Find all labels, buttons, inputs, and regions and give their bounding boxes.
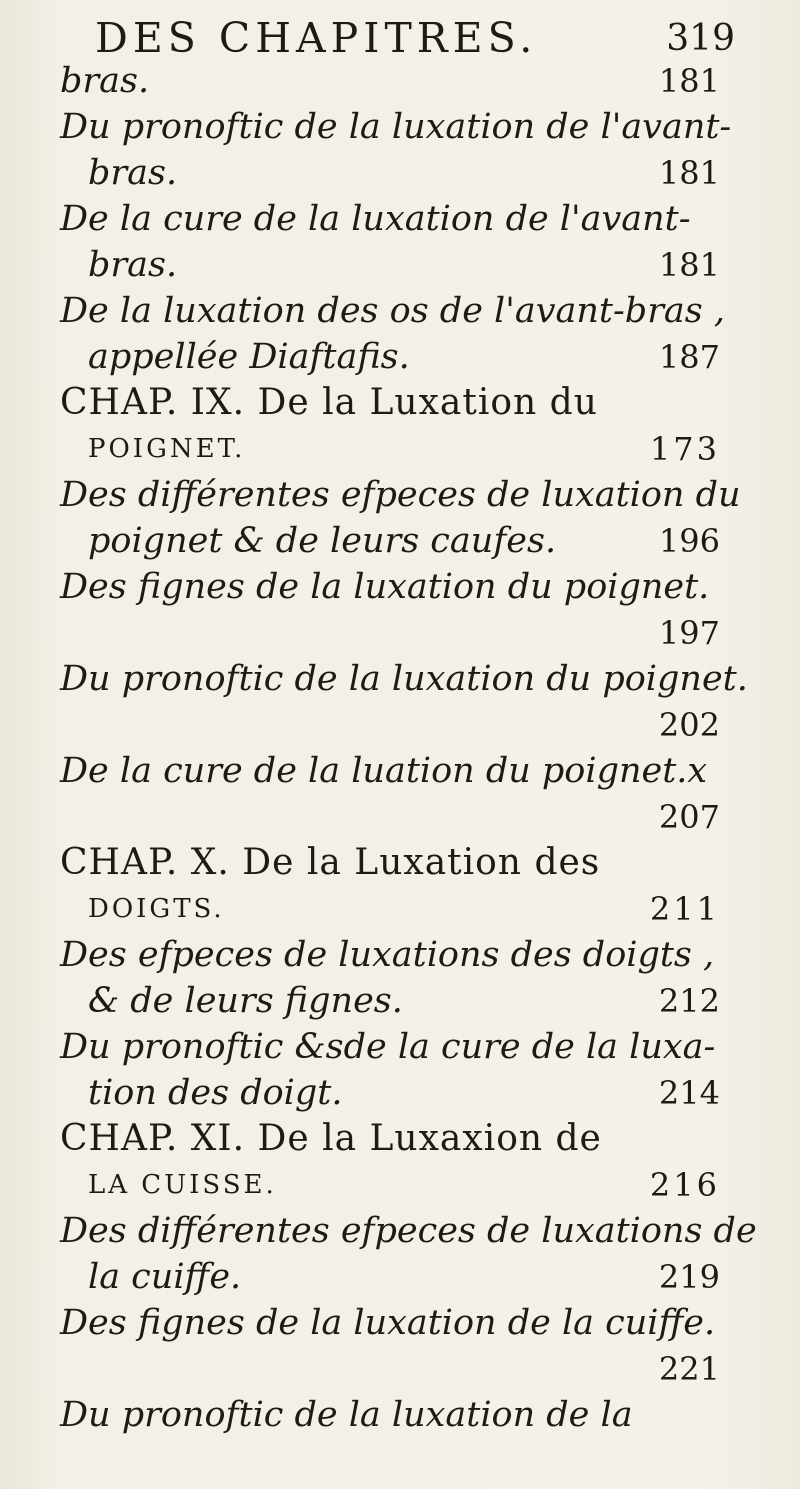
toc-page-number: 216: [649, 1166, 720, 1204]
toc-page-number: 196: [658, 522, 720, 560]
toc-entry-text: appellée Diaftafis. 187: [60, 334, 720, 380]
toc-entry-text: tion des doigt. 214: [60, 1070, 720, 1116]
toc-chapter-heading: [60, 840, 720, 932]
toc-entry: [60, 1392, 720, 1438]
toc-entry: [60, 1024, 720, 1116]
toc-chapter-heading: [60, 1116, 720, 1208]
toc-entry-text: Des fignes de la luxation de la cuiffe.: [60, 1303, 716, 1343]
toc-entry-text: Du pronoftic de la luxation de l'avant-: [60, 107, 732, 147]
toc-page-number: 197: [658, 614, 720, 652]
toc-entry-text: bras. 181: [60, 58, 720, 104]
toc-page-number: 202: [658, 706, 720, 744]
toc-page-number: 211: [649, 890, 720, 928]
toc-page-number: 181: [658, 246, 720, 284]
toc-entry-text: [60, 702, 720, 748]
toc-entry-text: De la luxation des os de l'avant-bras ,: [60, 291, 725, 331]
table-of-contents: [60, 58, 757, 1438]
toc-entry: [60, 58, 720, 104]
toc-entry-text: LA CUISSE. 216: [60, 1162, 720, 1208]
toc-entry-text: & de leurs fignes. 212: [60, 978, 720, 1024]
toc-page-number: 214: [658, 1074, 720, 1112]
toc-entry: [60, 288, 725, 380]
toc-entry-text: POIGNET. 173: [60, 426, 720, 472]
toc-entry-text: Du pronoftic &sde la cure de la luxa-: [60, 1027, 716, 1067]
toc-entry-text: De la cure de la luxation de l'avant-: [60, 199, 691, 239]
toc-page-number: 181: [658, 62, 720, 100]
running-header: [95, 14, 735, 64]
toc-entry: [60, 472, 741, 564]
toc-page-number: 207: [658, 798, 720, 836]
toc-page-number: 219: [658, 1258, 720, 1296]
toc-entry-text: poignet & de leurs caufes. 196: [60, 518, 720, 564]
toc-entry-text: bras. 181: [60, 150, 720, 196]
toc-page-number: 187: [658, 338, 720, 376]
toc-entry: [60, 656, 748, 748]
toc-entry-text: Du pronoftic de la luxation du poignet.: [60, 659, 748, 699]
toc-chapter-heading: [60, 380, 720, 472]
toc-entry-text: De la cure de la luation du poignet.x: [60, 751, 708, 791]
toc-entry-text: Du pronoftic de la luxation de la: [60, 1395, 633, 1435]
header-page-number: 319: [666, 18, 735, 59]
toc-entry: [60, 196, 720, 288]
toc-entry-text: [60, 794, 720, 840]
toc-entry-text: DOIGTS. 211: [60, 886, 720, 932]
toc-entry-text: Des efpeces de luxations des doigts ,: [60, 935, 715, 975]
toc-entry: [60, 748, 720, 840]
toc-entry: [60, 104, 732, 196]
header-title: DES CHAPITRES.: [95, 14, 538, 62]
toc-page-number: 181: [658, 154, 720, 192]
toc-page-number: 221: [658, 1350, 720, 1388]
toc-entry-text: CHAP. XI. De la Luxaxion de: [60, 1118, 602, 1159]
toc-entry-text: Des différentes efpeces de luxations de: [60, 1211, 757, 1251]
toc-entry-text: [60, 1346, 720, 1392]
toc-entry-text: Des fignes de la luxation du poignet.: [60, 567, 710, 607]
toc-entry-text: CHAP. X. De la Luxation des: [60, 842, 601, 883]
toc-entry: [60, 1300, 720, 1392]
toc-entry: [60, 1208, 757, 1300]
toc-entry-text: la cuiffe. 219: [60, 1254, 720, 1300]
toc-page-number: 173: [649, 430, 720, 468]
toc-entry-text: CHAP. IX. De la Luxation du: [60, 382, 598, 423]
toc-entry-text: Des différentes efpeces de luxation du: [60, 475, 741, 515]
toc-page-number: 212: [658, 982, 720, 1020]
toc-entry-text: [60, 610, 720, 656]
toc-entry-text: bras. 181: [60, 242, 720, 288]
toc-entry: [60, 564, 720, 656]
toc-entry: [60, 932, 720, 1024]
